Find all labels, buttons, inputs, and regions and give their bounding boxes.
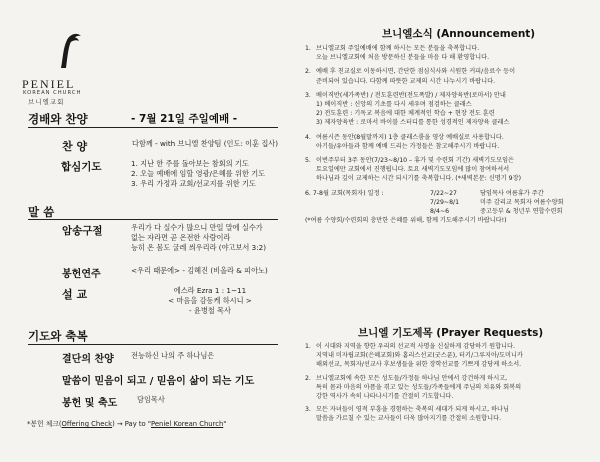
word-prayer-text: 말씀이 믿음이 되고 / 믿음이 삶이 되는 기도 [62, 376, 255, 387]
prayer-item: 1. 지난 한 주를 돌아보는 참회의 기도 [131, 159, 249, 168]
announcement-item: 4. 여름시즌 동안(8월말까지) 1층 클래스룸을 영상 예배실로 사용합니다. 아기들/유아들과 함께 예배 드리는 가정들은 참고해주시기 바랍니다. [305, 133, 504, 150]
announcement-list [305, 44, 595, 225]
prayer-request-item: 3. 모든 자녀들이 영적 부흥을 경험하는 축복의 세대가 되게 하시고, 하나님 말씀을 가르칠 수 있는 교사들이 더욱 많아지기를 간절히 소원합니다. [305, 406, 510, 423]
announcement-item: 2. 예배 후 친교실로 이동하시면, 간단한 점심식사와 시원한 커피/음료수 등이 준비되어 있습니다. 다함께 따뜻한 교제의 시간 나누시기 바랍니다. [305, 68, 516, 85]
section-divider [28, 344, 278, 345]
announcement-item: 1. 브니엘교회 주일예배에 함께 하시는 모든 분들을 축복합니다. 오늘 브니엘교회에 처음 방문하신 분들을 마음 다 해 환영합니다. [305, 45, 490, 62]
sermon-title: < 마음을 감동케 하시니 > [168, 296, 252, 305]
schedule-row: 6. 7-8월 교회(목회자) 일정 : 7/22~27 담임목사 여름휴가 주간 [305, 189, 544, 197]
prayer-label: 합심기도 [61, 161, 102, 173]
prayer-item: 2. 오늘 예배에 임할 영광/은혜를 위한 기도 [131, 169, 266, 178]
footnote-text: *봉헌 체크( [27, 420, 62, 428]
offering-music-text: <우리 때문에> - 김혜진 (비올라 & 피아노) [131, 266, 268, 275]
word-header: 말 씀 [28, 205, 55, 219]
peniel-logo-icon [55, 30, 83, 70]
sermon-preacher: - 윤병철 목사 [189, 306, 231, 315]
prayer-request-list [305, 342, 595, 424]
benediction-label: 봉헌 및 축도 [62, 398, 118, 409]
schedule-row: 8/4~6 중고등부 & 청년부 연합수련회 [430, 208, 563, 216]
offering-check-text: Offering Check [61, 420, 113, 428]
logo-name: PENIEL [22, 77, 76, 91]
worship-date: - 7월 21일 주일예배 - [131, 113, 238, 125]
sermon-label: 설 교 [62, 288, 88, 301]
praise-text: 다함께 - with 브니엘 찬양팀 (인도: 이훈 집사) [132, 139, 279, 148]
memory-verse-line: 우리가 다 실수가 많으니 만일 말에 실수가 [131, 223, 263, 232]
announcement-item: 3. 베이직반(세가족반) / 전도훈련반(전도폭발) / 제자양육반(로마서) 안내 1) 베이직반 : 신앙의 기초를 다시 세우며 점검하는 클래스 2) 전도훈련 : 기독교 복음에 대한 체계적인 학습 + 현장 전도 훈련 3) 제자양육반 : 로마서 바이블 스터디를 통한 성경적인 제자양육 클래스 [305, 91, 510, 127]
section-divider [28, 127, 278, 128]
prayer-requests-title: 브니엘 기도제목 (Prayer Requests) [358, 327, 544, 339]
logo-korean-name: 브니엘교회 [28, 98, 65, 106]
schedule-block [305, 189, 595, 226]
closing-hymn-label: 결단의 찬양 [62, 354, 114, 365]
praise-label: 찬 양 [62, 140, 88, 153]
prayer-item: 3. 우리 가정과 교회/선교지를 위한 기도 [131, 179, 256, 188]
announcement-title: 브니엘소식 (Announcement) [382, 28, 536, 40]
closing-hymn-text: 전능하신 나의 주 하나님은 [131, 351, 215, 360]
worship-header: 경배와 찬양 [28, 112, 88, 126]
offering-music-label: 봉헌연주 [62, 269, 101, 280]
announcement-item: 5. 이번주부터 3주 동안(7/23~8/10 – 휴가 및 수련회 기간) 새벽기도모임은 토요일에만 교회에서 진행됩니다. 토요 새벽기도모임에 많이 참여하셔서 하나님과 깊이 교제하는 시간 되시기를 축복합니다. (*새벽본문: 신명기 9장) [305, 157, 521, 183]
sermon-block [160, 286, 260, 316]
footnote-text: ) → Pay to " [112, 420, 151, 428]
memory-verse-line: 능히 온 몸도 굴레 씌우리라 (야고보서 3:2) [131, 243, 267, 252]
prayer-request-item: 2. 브니엘교회에 속한 모든 성도들/가정들 하나님 안에서 강건하게 하시고, 특히 몸과 마음의 아픔을 겪고 있는 성도들/가족들에게 주님의 치유와 회복의 강한 역사가 속히 나타나시기를 간절히 기도합니다. [305, 374, 522, 401]
prayer-request-item: 1. 이 시대와 지역을 향한 우리의 선교적 사명을 신실하게 감당하기 원합니다. 지역내 미자립교회(은혜교회)와 홈리스선교(굿스푼), 터키/그루지아/도미니카 해외선교, 목회자/선교사 후보생들을 위한 장학선교를 기쁘게 감당케 하소서. [305, 343, 523, 369]
payee-text: Peniel Korean Church [151, 420, 224, 428]
memory-verse-label: 암송구절 [62, 225, 103, 237]
schedule-lead: 6. 7-8월 교회(목회자) 일정 : [305, 189, 384, 197]
offering-footnote [27, 418, 226, 428]
section-divider [28, 219, 278, 220]
schedule-row: 7/29~8/1 미주 감리교 목회자 여름수양회 [430, 198, 564, 206]
sermon-scripture: 에스라 Ezra 1 : 1~11 [173, 286, 247, 295]
prayer-blessing-header: 기도와 축복 [28, 329, 88, 343]
memory-verse-line: 없는 자라면 곧 온전한 사람이라 [131, 233, 231, 242]
benediction-text: 담임목사 [137, 395, 165, 404]
prayer-list [131, 159, 265, 189]
schedule-note: (*여름 수양회/수련회의 충만한 은혜를 위해, 함께 기도해주시기 바랍니다!) [305, 217, 507, 225]
logo-subtitle: KOREAN CHURCH [23, 90, 82, 96]
memory-verse [131, 223, 266, 253]
footnote-text: " [223, 420, 227, 428]
